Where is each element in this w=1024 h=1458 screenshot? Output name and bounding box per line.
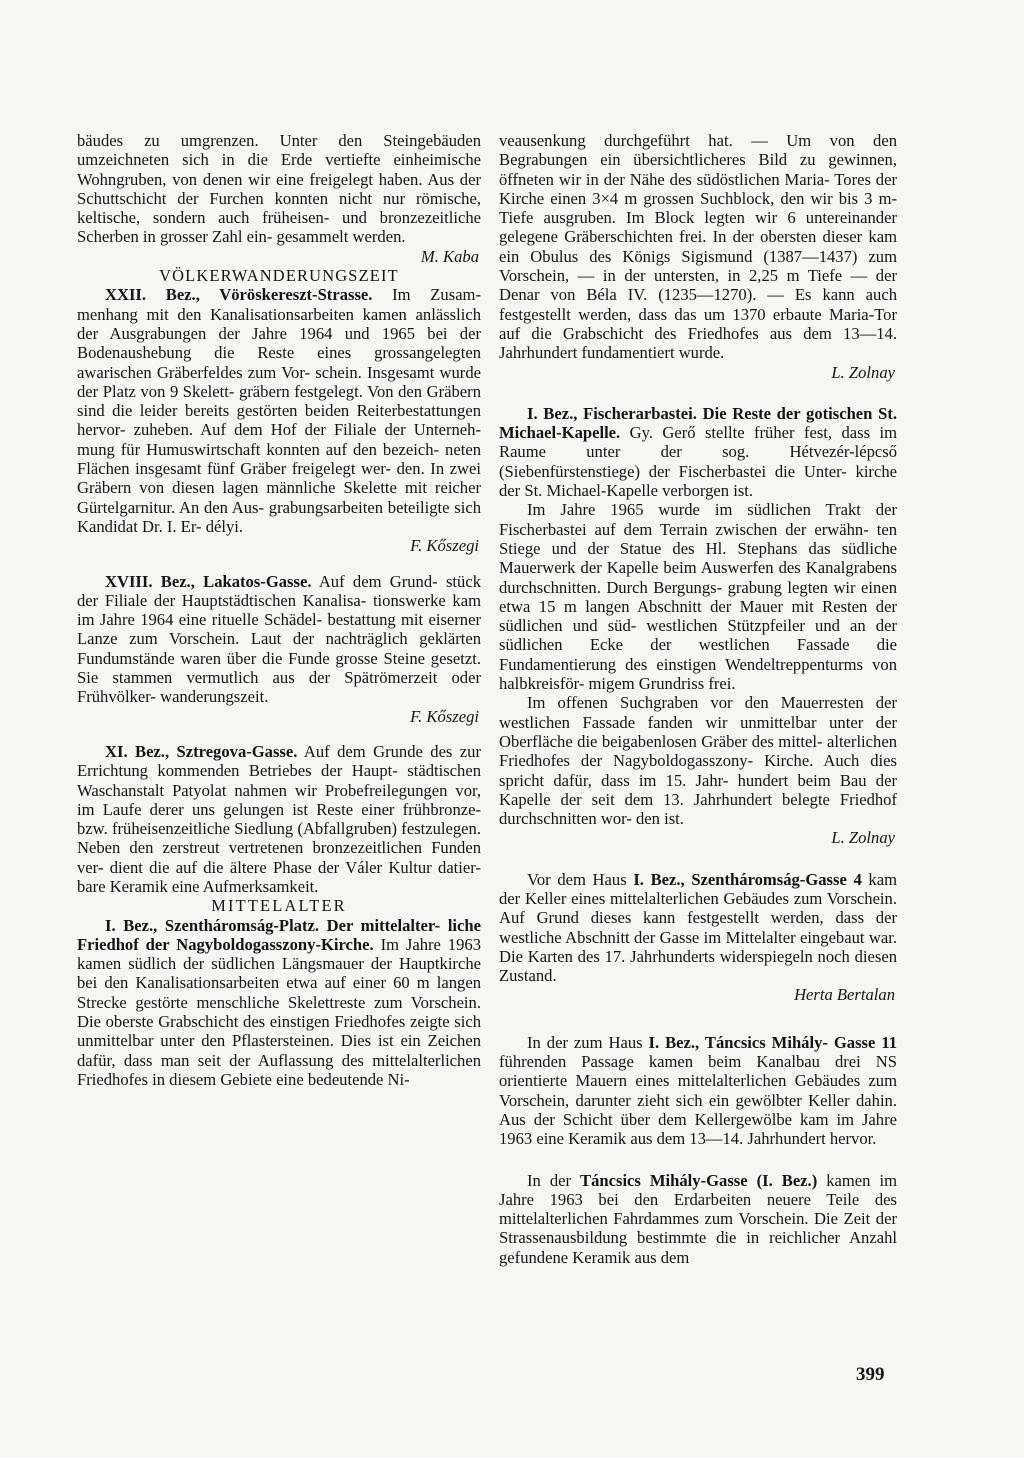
author-signature: L. Zolnay: [831, 828, 895, 848]
paragraph-intro: bäudes zu umgrenzen. Unter den Steingebäuden umzeichneten sich in die Erde vertiefte einheimische Wohngruben, von denen wir eine freigelegt haben. Aus der Schuttschicht der Furchen konnten nicht nur römische, keltische, sondern auch früheisen- und bronzezeitliche Scherben in grosser Zahl ein- gesammelt werden.: [77, 131, 481, 247]
entry-text: Gy. Gerő stellte früher fest, dass im Raume unter der sog. Hétvezér-lépcső (Siebenfürstenstiege) der Fischerbastei die Unter- kirche der St. Michael-Kapelle verborgen ist.: [499, 423, 897, 501]
paragraph-continued: veausenkung durchgeführt hat. — Um von den Begrabungen ein übersichtlicheres Bild zu gewinnen, öffneten wir in der Nähe des südöstlichen Maria- Tores der Kirche einen 3×4 m grossen Suchblock, den wir bis 3 m-Tiefe ausgruben. Im Block legten wir 6 untereinander gelegene Gräberschichten frei. In der obersten dieser kam ein Obulus des Königs Sigismund (1387—1437) zum Vorschein, — in der untersten, in 2,25 m Tiefe — der Denar von Béla IV. (1235—1270). — Es kann auch festgestellt werden, dass das um 1370 erbaute Maria-Tor auf die Grabschicht des Friedhofes aus dem 13—14. Jahrhundert fundamentiert wurde.: [499, 131, 897, 363]
entry-szentharomsag-gasse: [499, 870, 897, 986]
entry-text: In der: [527, 1170, 581, 1190]
entry-text: Im Zusam- menhang mit den Kanalisationsarbeiten kamen anlässlich der Ausgrabungen der Jahre 1964 und 1965 bei der Bodenaushebung die Reste eines grossangelegten awarischen Gräberfeldes zum Vor- schein. Insgesamt wurde der Platz von 9 Skelett- gräbern festgelegt. Von den Gräbern sind die leider bereits gestörten beiden Reiterbestattungen hervor- zuheben. Auf dem Hof der Filiale der Unterneh- mung für Humuswirtschaft konnten auf den bezeich- neten Flächen insgesamt fünf Gräber freigelegt wer- den. In zwei Gräbern von diesen lagen männliche Skelette mit reicher Gürtelgarnitur. An den Aus- grabungsarbeiten beteiligte sich Kandidat Dr. I. Er- délyi.: [77, 285, 481, 536]
entry-location: I. Bez., Táncsics Mihály- Gasse 11: [648, 1032, 898, 1052]
entry-lakatos: [77, 572, 481, 707]
paragraph: Im offenen Suchgraben vor den Mauerresten der westlichen Fassade fanden wir unmittelbar unter der Oberfläche die beigabenlosen Gräber des mittel- alterlichen Friedhofes der Nagyboldogasszony- Kirche. Auch dies spricht dafür, dass im 15. Jahr- hundert beim Bau der Kapelle der seit dem 13. Jahrhundert belegte Friedhof durchschnitten wor- den ist.: [499, 693, 897, 829]
entry-text: Vor dem Haus: [527, 869, 634, 889]
entry-location: I. Bez., Fischerarbastei. Die Reste der gotischen St. Michael-Kapelle.: [499, 403, 897, 443]
entry-tancsics-11: [499, 1033, 897, 1149]
entry-voeroeskereszt: [77, 285, 481, 536]
entry-text: Im Jahre 1963 kamen südlich der südlichen Längsmauer der Hauptkirche bei den Kanalisationsarbeiten etwa auf einer 60 m langen Strecke gestörte menschliche Skelettreste zum Vorschein. Die oberste Grabschicht des einstigen Friedhofes zeigte sich unmittelbar unter den Pflastersteinen. Dies ist ein Zeichen dafür, dass man seit der Auflassung des mittelalterlichen Friedhofes in diesem Gebiete eine bedeutende Ni-: [77, 934, 481, 1089]
entry-tancsics-gasse: [499, 1171, 897, 1267]
left-column: [77, 131, 481, 1089]
entry-location: I. Bez., Szentháromság-Platz. Der mittelalter- liche Friedhof der Nagyboldogasszony-Kirche.: [77, 915, 481, 954]
section-heading-mittelalter: MITTELALTER: [211, 896, 347, 916]
entry-location: Táncsics Mihály-Gasse (I. Bez.): [580, 1170, 818, 1190]
section-heading-voelkerwanderungszeit: VÖLKERWANDERUNGSZEIT: [159, 266, 399, 286]
author-signature: Herta Bertalan: [794, 985, 895, 1005]
entry-location: XVIII. Bez., Lakatos-Gasse.: [105, 571, 312, 591]
entry-text: Auf dem Grunde des zur Errichtung kommenden Betriebes der Haupt- städtischen Waschanstalt Patyolat nahmen wir Probefreilegungen vor, im Laufe derer uns gelungen ist Reste einer frühbronze- bzw. früheisenzeitliche Siedlung (Abfallgruben) festzulegen. Neben den zerstreut vertretenen bronzezeitlichen Funden ver- dient die auf die ältere Phase der Váler Kultur datier- bare Keramik eine Aufmerksamkeit.: [77, 741, 481, 896]
entry-text: kamen im Jahre 1963 bei den Erdarbeiten neuere Teile des mittelalterlichen Fahrdammes zum Vorschein. Die Zeit der Strassenausbildung bestimmte die in reichlicher Anzahl gefundene Keramik aus dem: [499, 1170, 897, 1267]
entry-fischerbastei: [499, 404, 897, 500]
entry-text: In der zum Haus: [527, 1032, 649, 1052]
author-signature: F. Kőszegi: [410, 706, 479, 726]
entry-sztregova: [77, 742, 481, 896]
paragraph: Im Jahre 1965 wurde im südlichen Trakt der Fischerbastei auf dem Terrain zwischen der erwähn- ten Stiege und der Statue des Hl. Stephans das südliche Mauerwerk der Kapelle beim Auswerfen des Kanalgrabens durchschnitten. Durch Bergungs- grabung legten wir einen etwa 15 m langen Abschnitt der Mauer mit Resten der südlichen und süd- westlichen Stützpfeiler und an der südlichen Ecke der westlichen Fassade die Fundamentierung des einstigen Wendeltreppenturms von halbkreisför- migem Grundriss frei.: [499, 500, 897, 694]
page-number: 399: [856, 1364, 885, 1385]
right-column: [499, 131, 897, 1267]
author-signature: M. Kaba: [420, 246, 479, 266]
author-signature: L. Zolnay: [831, 362, 895, 382]
author-signature: F. Kőszegi: [410, 536, 479, 556]
entry-text: kam der Keller eines mittelalterlichen Gebäudes zum Vorschein. Auf Grund dieses kann festgestellt werden, dass der westliche Abschnitt der Gasse im Mittelalter eingebaut war. Die Karten des 17. Jahrhunderts widerspiegeln noch diesen Zustand.: [499, 869, 897, 986]
entry-text: führenden Passage kamen beim Kanalbau drei NS orientierte Mauern eines mittelalterlichen Gebäudes zum Vorschein, darunter zieht sich ein gewölbter Keller dahin. Aus der Schicht über dem Kellergewölbe kam im Jahre 1963 eine Keramik aus dem 13—14. Jahrhundert hervor.: [499, 1052, 897, 1149]
entry-location: I. Bez., Szentháromság-Gasse 4: [633, 869, 862, 889]
entry-text: Auf dem Grund- stück der Filiale der Hauptstädtischen Kanalisa- tionswerke kam im Jahre 1964 eine rituelle Schädel- bestattung mit eiserner Lanze zum Vorschein. Laut der nachträglich geklärten Fundumstände waren über die Funde grosse Steine gesetzt. Sie stammen vermutlich aus der Spätrömerzeit oder Frühvölker- wanderungszeit.: [77, 571, 481, 707]
entry-location: XXII. Bez., Vöröskereszt-Strasse.: [105, 285, 373, 305]
entry-location: XI. Bez., Sztregova-Gasse.: [105, 741, 298, 761]
entry-szentharomsag-platz: [77, 916, 481, 1090]
